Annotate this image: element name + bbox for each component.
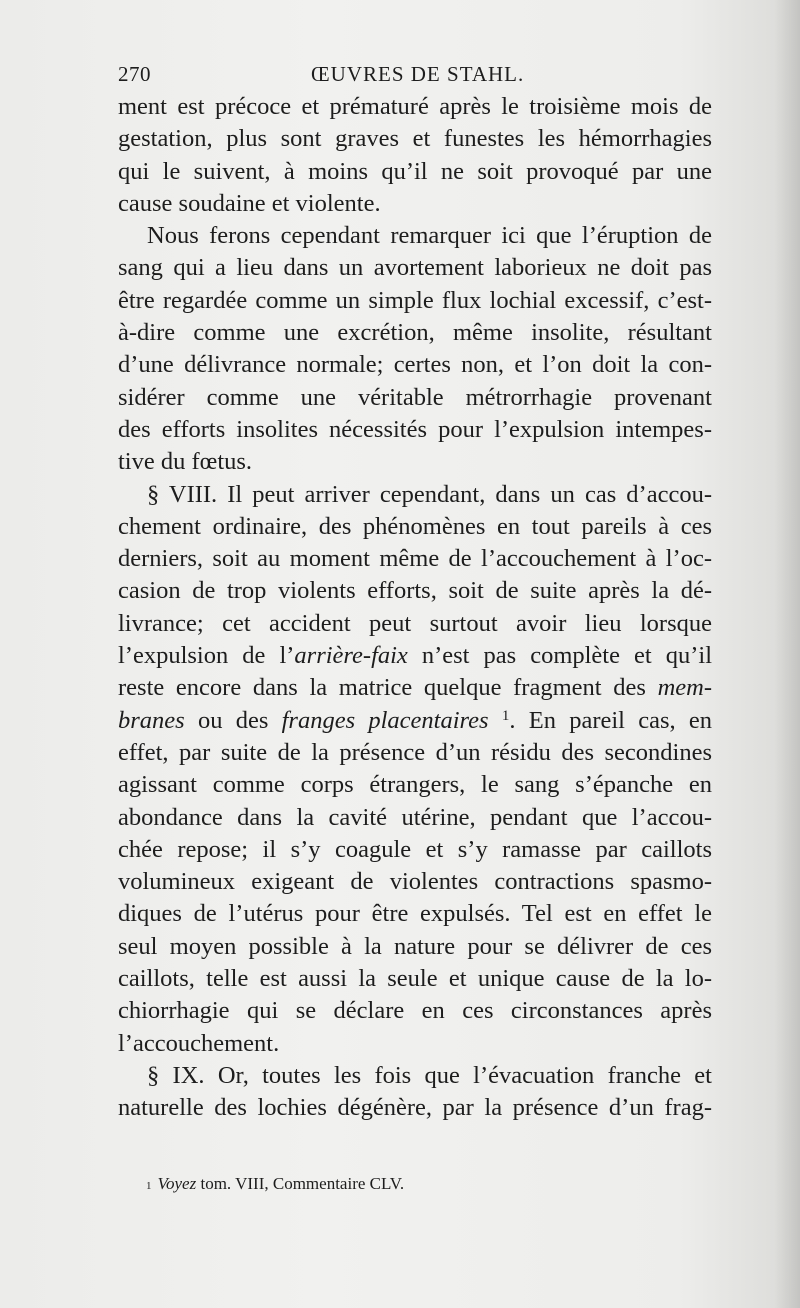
text-line: derniers, soit au moment même de l’accouchement à l’oc- — [118, 545, 712, 573]
text-line: effet, par suite de la présence d’un résidu des secondines — [118, 738, 712, 766]
line-segment: n’est pas complète et qu’il — [407, 642, 712, 670]
footnote — [146, 1173, 706, 1195]
text-line: § IX. Or, toutes les fois que l’évacuation franche et — [147, 1061, 712, 1089]
page-number: 270 — [118, 62, 151, 86]
text-line: chiorrhagie qui se déclare en ces circonstances après — [118, 997, 712, 1025]
text-line — [118, 705, 712, 737]
text-line: sang qui a lieu dans un avortement laborieux ne doit pas — [118, 254, 712, 282]
text-line: volumineux exigeant de violentes contractions spasmo- — [118, 868, 712, 896]
text-line — [118, 640, 712, 672]
text-line: qui le suivent, à moins qu’il ne soit provoqué par une — [118, 157, 712, 185]
footnote-reference[interactable]: 1 — [501, 707, 510, 724]
italic-term: mem- — [657, 674, 712, 702]
text-line: chée repose; il s’y coagule et s’y ramasse par caillots — [118, 835, 712, 863]
line-segment: ou des — [184, 706, 282, 734]
footnote-text: tom. VIII, Commentaire CLV. — [196, 1174, 405, 1193]
line-segment: . En pareil cas, en — [509, 706, 713, 734]
text-line: d’une délivrance normale; certes non, et l’on doit la con- — [118, 351, 712, 379]
text-line — [118, 672, 712, 704]
text-line: chement ordinaire, des phénomènes en tout pareils à ces — [118, 512, 712, 540]
text-line: tive du fœtus. — [118, 448, 253, 476]
line-segment: reste encore dans la matrice quelque fragment des — [118, 674, 658, 702]
line-segment: l’expulsion de — [118, 642, 280, 670]
text-line: diques de l’utérus pour être expulsés. Tel est en effet le — [118, 900, 712, 928]
running-header — [118, 62, 730, 94]
text-line: naturelle des lochies dégénère, par la présence d’un frag- — [118, 1094, 712, 1122]
text-line: cause soudaine et violente. — [118, 189, 381, 217]
italic-term: arrière-faix — [294, 642, 408, 670]
text-line: agissant comme corps étrangers, le sang s’épanche en — [118, 771, 712, 799]
text-line: abondance dans la cavité utérine, pendant que l’accou- — [118, 803, 712, 831]
text-line: caillots, telle est aussi la seule et unique cause de la lo- — [118, 965, 712, 993]
text-line: ment est précoce et prématuré après le troisième mois de — [118, 93, 712, 120]
text-line: des efforts insolites nécessités pour l’expulsion intempes- — [118, 415, 712, 443]
italic-term: franges placentaires — [281, 706, 489, 734]
italic-term: branes — [118, 706, 185, 734]
body-text — [118, 91, 712, 1125]
text-line: seul moyen possible à la nature pour se délivrer de ces — [118, 932, 712, 960]
elision: l’ — [279, 642, 295, 670]
text-line: être regardée comme un simple flux lochial excessif, c’est- — [118, 286, 712, 314]
text-line: casion de trop violents efforts, soit de suite après la dé- — [118, 577, 712, 605]
text-line: livrance; cet accident peut surtout avoir lieu lorsque — [118, 609, 712, 637]
text-line: Nous ferons cependant remarquer ici que l’éruption de — [147, 222, 712, 250]
text-line: à-dire comme une excrétion, même insolite, résultant — [118, 319, 712, 347]
footnote-voyez: Voyez — [157, 1174, 197, 1193]
text-line: l’accouchement. — [118, 1029, 280, 1057]
page-edge-shadow — [774, 0, 800, 1308]
footnote-mark: 1 — [146, 1180, 152, 1192]
text-line: sidérer comme une véritable métrorrhagie provenant — [118, 383, 712, 411]
text-line: § VIII. Il peut arriver cependant, dans un cas d’accou- — [147, 480, 712, 508]
running-title: ŒUVRES DE STAHL. — [311, 62, 525, 86]
text-line: gestation, plus sont graves et funestes les hémorrhagies — [118, 125, 712, 153]
